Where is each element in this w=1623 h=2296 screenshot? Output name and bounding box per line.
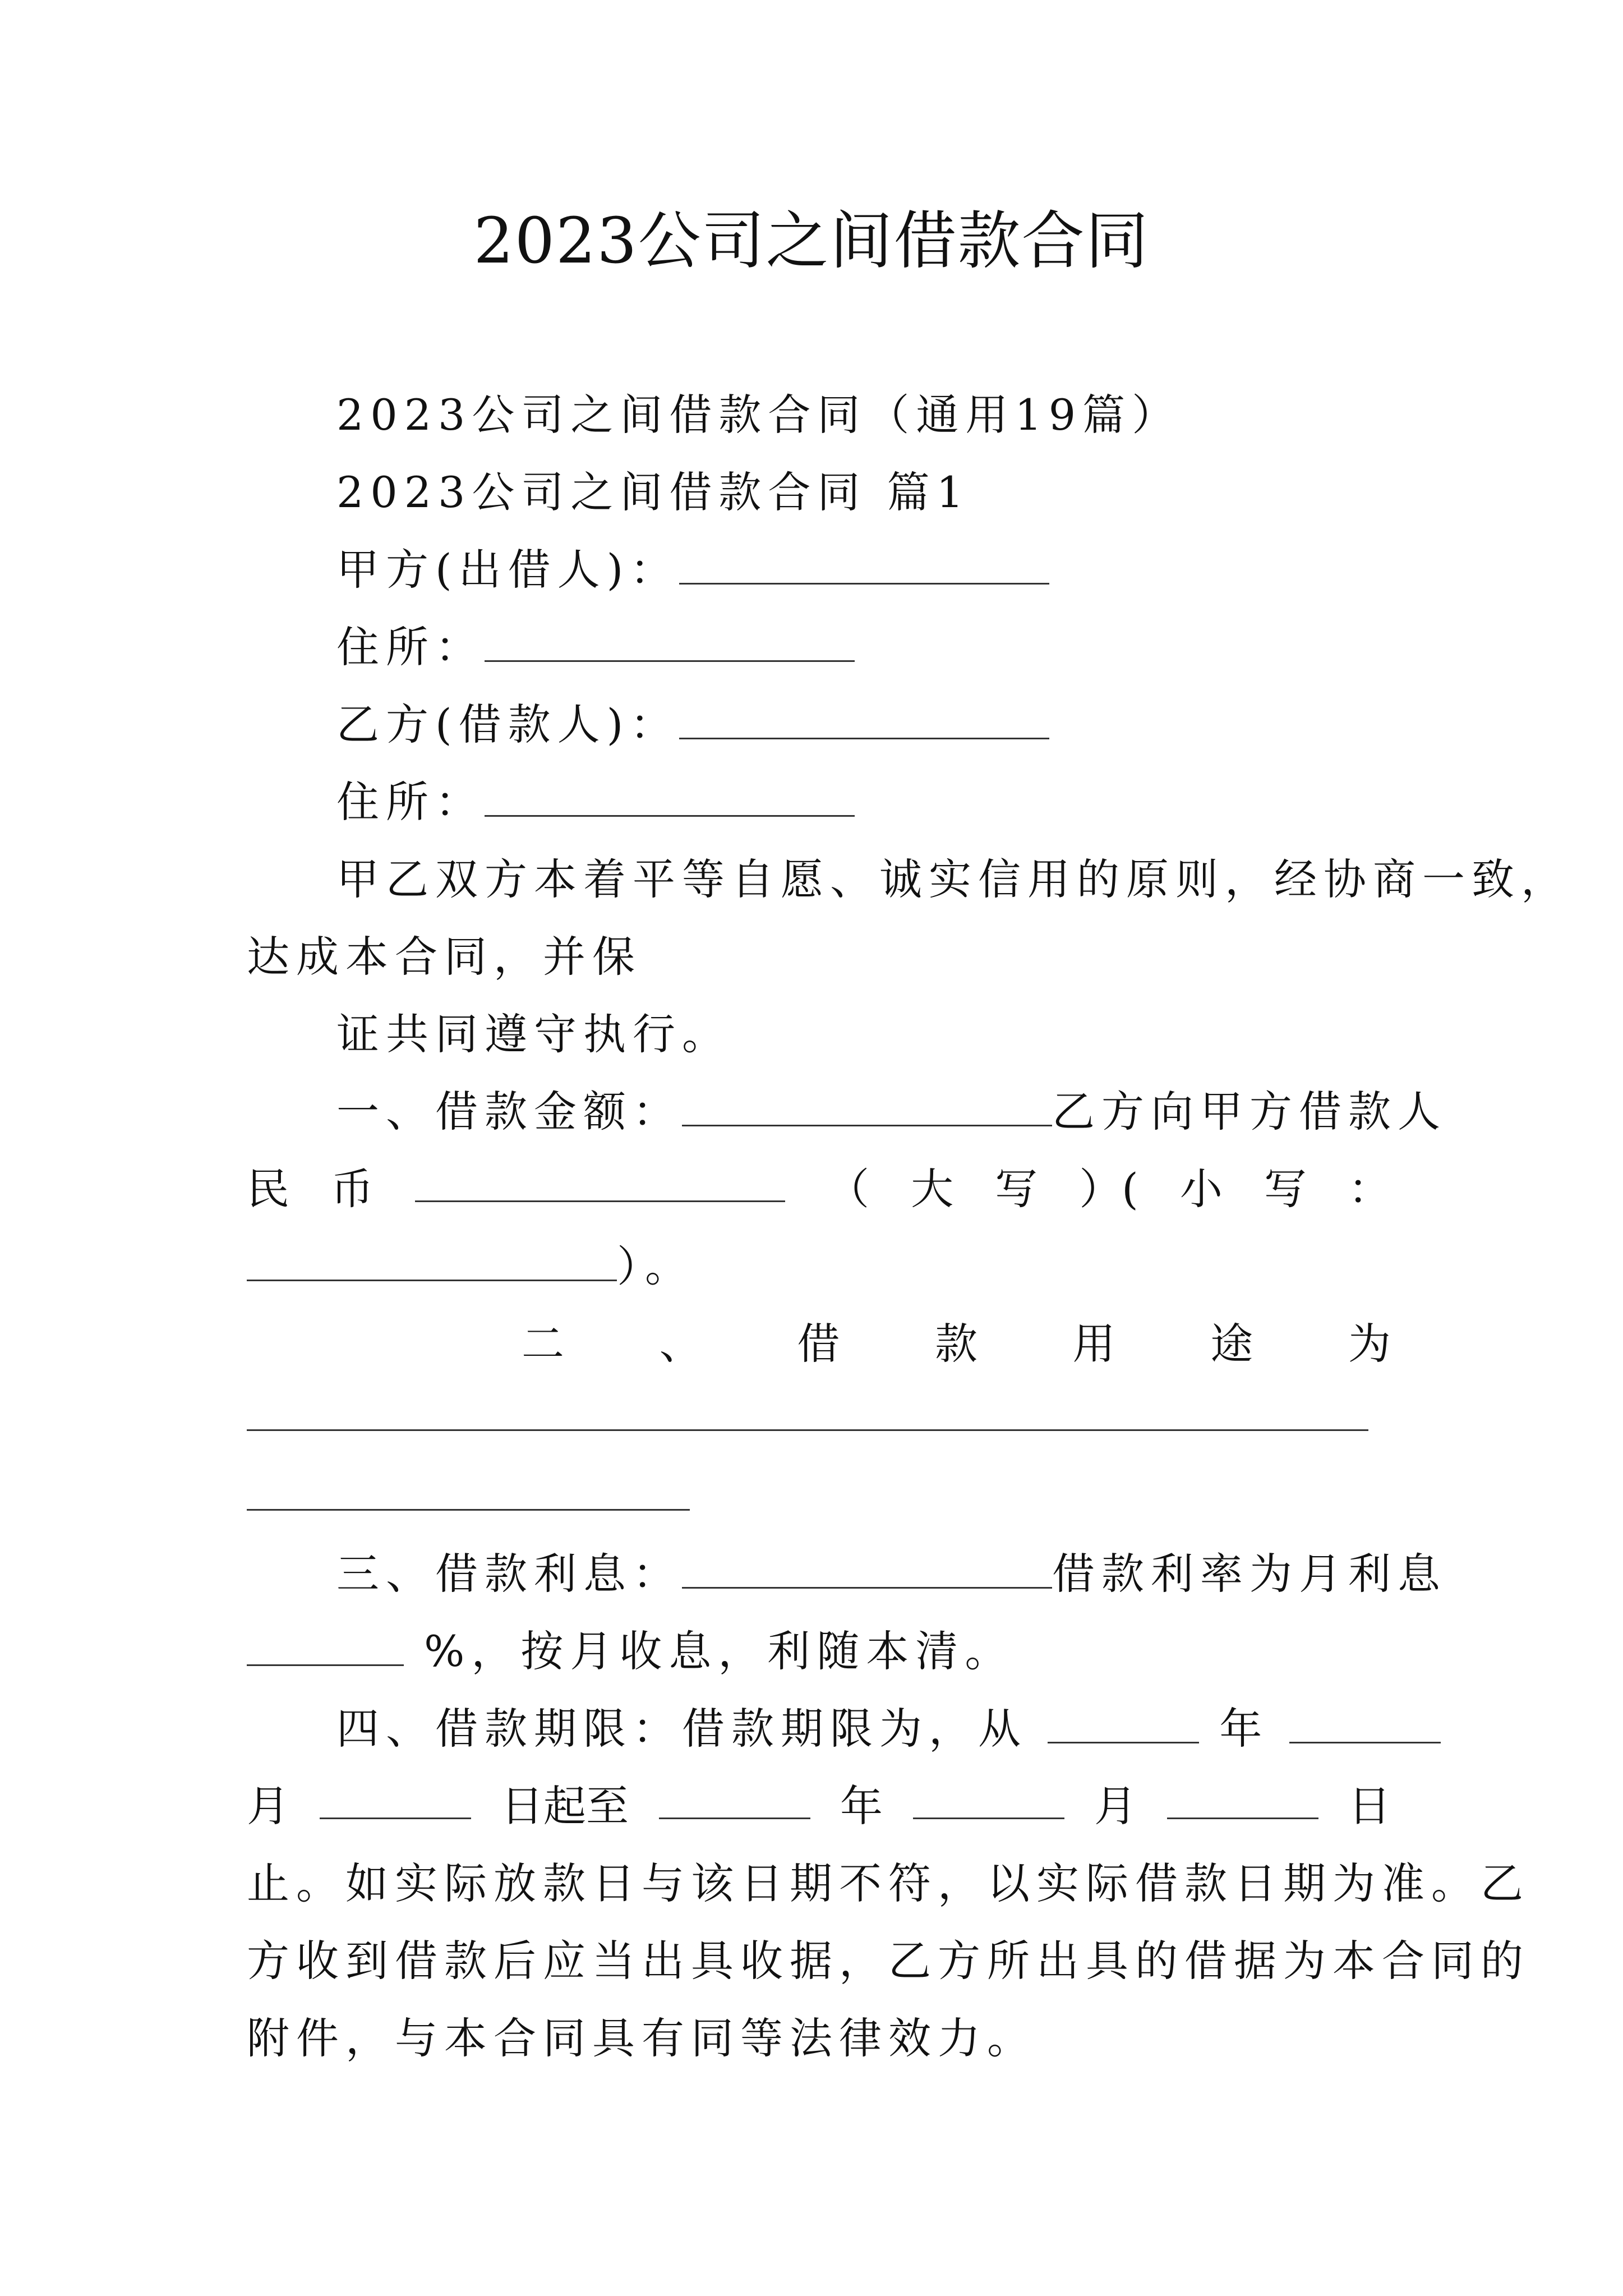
- clause-4-line-4: 方收到借款后应当出具收据，乙方所出具的借据为本合同的: [247, 1936, 1530, 1986]
- clause-4-line-3: 止。如实际放款日与该日期不符，以实际借款日期为准。乙: [247, 1858, 1530, 1908]
- preamble-line-3: 证共同遵守执行。: [336, 1009, 731, 1059]
- clause-1-line-1: [336, 1084, 1447, 1140]
- clause-3-line-1: [336, 1546, 1447, 1602]
- clause-2-char: 款: [934, 1319, 978, 1369]
- month-label: 月: [1094, 1781, 1137, 1831]
- amount-in-figures-blank: [247, 1240, 617, 1281]
- start-year-blank: [1048, 1703, 1199, 1743]
- end-month-blank: [913, 1778, 1064, 1819]
- preamble-line-1: 甲乙双方本着平等自愿、诚实信用的原则，经协商一致，: [336, 854, 1570, 904]
- clause-4-line-2: [247, 1778, 1391, 1834]
- document-title: 2023公司之间借款合同: [473, 205, 1150, 278]
- lender-row: [336, 542, 1049, 598]
- end-year-blank: [659, 1778, 810, 1819]
- clause-4-line-5: 附件，与本合同具有同等法律效力。: [247, 2013, 1036, 2063]
- clause-2-line-1: [522, 1316, 1391, 1372]
- start-month-blank: [1289, 1703, 1441, 1743]
- preamble-line-2: 达成本合同，并保: [247, 932, 642, 982]
- lender-address-label: 住所：: [336, 622, 485, 672]
- borrower-name-blank: [679, 698, 1049, 739]
- clause-1-line-3-end: ）。: [617, 1241, 694, 1291]
- day-from-label: 日起至: [501, 1781, 629, 1831]
- lender-address-row: [336, 619, 855, 675]
- clause-1-char: （: [827, 1164, 870, 1214]
- clause-1-char: 写: [995, 1164, 1038, 1214]
- lender-name-blank: [679, 544, 1049, 585]
- borrower-address-blank: [485, 776, 855, 817]
- borrower-address-label: 住所：: [336, 777, 485, 827]
- clause-1-char: ）(: [1079, 1164, 1138, 1214]
- clause-1-line-2: [247, 1161, 1391, 1217]
- loan-purpose-blank: [247, 1429, 1368, 1431]
- clause-1-char: ：: [1348, 1164, 1391, 1214]
- lender-address-blank: [485, 621, 855, 662]
- section-heading: 2023公司之间借款合同 篇1: [336, 467, 970, 517]
- clause-3-prefix: 三、借款利息：: [336, 1549, 682, 1599]
- document-subtitle: 2023公司之间借款合同（通用19篇）: [336, 390, 1182, 440]
- borrower-address-row: [336, 774, 855, 830]
- loan-purpose-blank-continued: [247, 1509, 690, 1511]
- clause-1-char: 小: [1179, 1164, 1223, 1214]
- borrower-label: 乙方(借款人)：: [336, 700, 680, 749]
- clause-2-char: 借: [797, 1319, 840, 1369]
- clause-3-line-2: [247, 1623, 1014, 1680]
- lender-label: 甲方(出借人)：: [336, 545, 680, 595]
- month-label: 月: [247, 1781, 289, 1831]
- clause-4-line-1: [336, 1701, 1441, 1757]
- start-day-blank: [320, 1778, 471, 1819]
- clause-1-char: 币: [331, 1164, 374, 1214]
- clause-1-line-3: [247, 1239, 694, 1295]
- clause-3-suffix: 借款利率为月利息: [1052, 1549, 1447, 1599]
- end-day-blank: [1167, 1778, 1318, 1819]
- interest-blank: [682, 1548, 1052, 1589]
- clause-2-char: 二: [522, 1319, 564, 1369]
- clause-1-suffix: 乙方向甲方借款人: [1052, 1087, 1447, 1137]
- clause-2-char: 为: [1348, 1319, 1391, 1369]
- year-label: 年: [1219, 1704, 1269, 1754]
- clause-2-char: 用: [1072, 1319, 1115, 1369]
- amount-in-words-blank: [415, 1161, 785, 1202]
- interest-rate-blank: [247, 1625, 404, 1666]
- clause-1-char: 民: [247, 1164, 289, 1214]
- clause-1-prefix: 一、借款金额：: [336, 1087, 682, 1137]
- clause-3-line-2-text: %，按月收息，利随本清。: [424, 1626, 1015, 1676]
- loan-amount-blank: [682, 1085, 1052, 1126]
- clause-1-char: 写: [1264, 1164, 1307, 1214]
- day-to-label: 日: [1348, 1781, 1391, 1831]
- clause-2-char: 途: [1210, 1319, 1253, 1369]
- clause-1-char: 大: [911, 1164, 954, 1214]
- clause-2-char: 、: [659, 1319, 702, 1369]
- clause-4-prefix: 四、借款期限：借款期限为，从: [336, 1704, 1027, 1754]
- borrower-row: [336, 697, 1049, 753]
- year-label: 年: [840, 1781, 883, 1831]
